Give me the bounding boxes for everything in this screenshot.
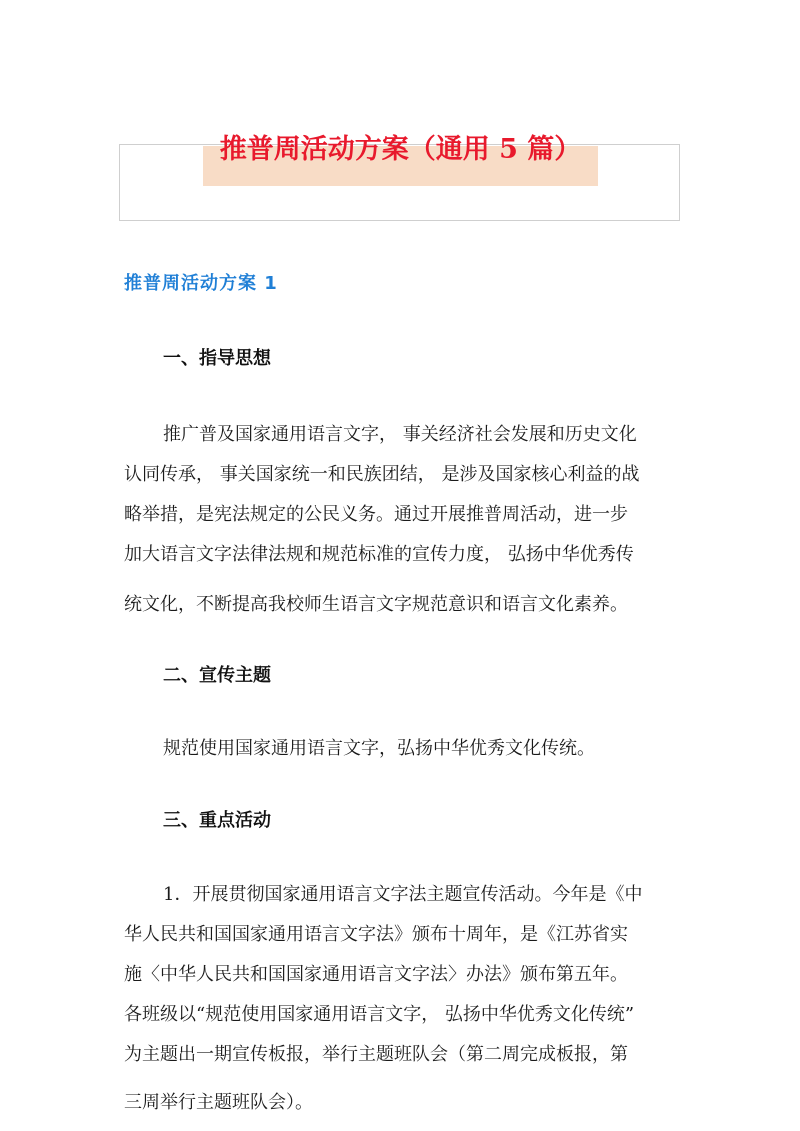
paragraph-line: 略举措，是宪法规定的公民义务。通过开展推普周活动，进一步 bbox=[124, 504, 628, 525]
paragraph-line: 推广普及国家通用语言文字， 事关经济社会发展和历史文化 bbox=[163, 424, 637, 445]
heading-key-activities: 三、重点活动 bbox=[163, 810, 271, 831]
paragraph-line: 施〈中华人民共和国国家通用语言文字法〉办法》颁布第五年。 bbox=[124, 964, 628, 985]
paragraph-line: 加大语言文字法律法规和规范标准的宣传力度， 弘扬中华优秀传 bbox=[124, 544, 634, 565]
paragraph-line: 华人民共和国国家通用语言文字法》颁布十周年，是《江苏省实 bbox=[124, 924, 628, 945]
paragraph-line: 各班级以“规范使用国家通用语言文字， 弘扬中华优秀文化传统” bbox=[124, 1004, 635, 1025]
paragraph-line: 规范使用国家通用语言文字，弘扬中华优秀文化传统。 bbox=[163, 738, 595, 759]
paragraph-line: 三周举行主题班队会）。 bbox=[124, 1092, 313, 1113]
paragraph-line: 统文化，不断提高我校师生语言文字规范意识和语言文化素养。 bbox=[124, 594, 628, 615]
paragraph-line: 1．开展贯彻国家通用语言文字法主题宣传活动。今年是《中 bbox=[163, 884, 643, 905]
heading-publicity-theme: 二、宣传主题 bbox=[163, 665, 271, 686]
heading-guiding-ideology: 一、指导思想 bbox=[163, 348, 271, 369]
section-title: 推普周活动方案 1 bbox=[124, 273, 278, 294]
paragraph-line: 为主题出一期宣传板报，举行主题班队会（第二周完成板报，第 bbox=[124, 1044, 628, 1065]
document-title: 推普周活动方案（通用 5 篇） bbox=[219, 134, 582, 165]
paragraph-line: 认同传承， 事关国家统一和民族团结， 是涉及国家核心利益的战 bbox=[124, 464, 640, 485]
